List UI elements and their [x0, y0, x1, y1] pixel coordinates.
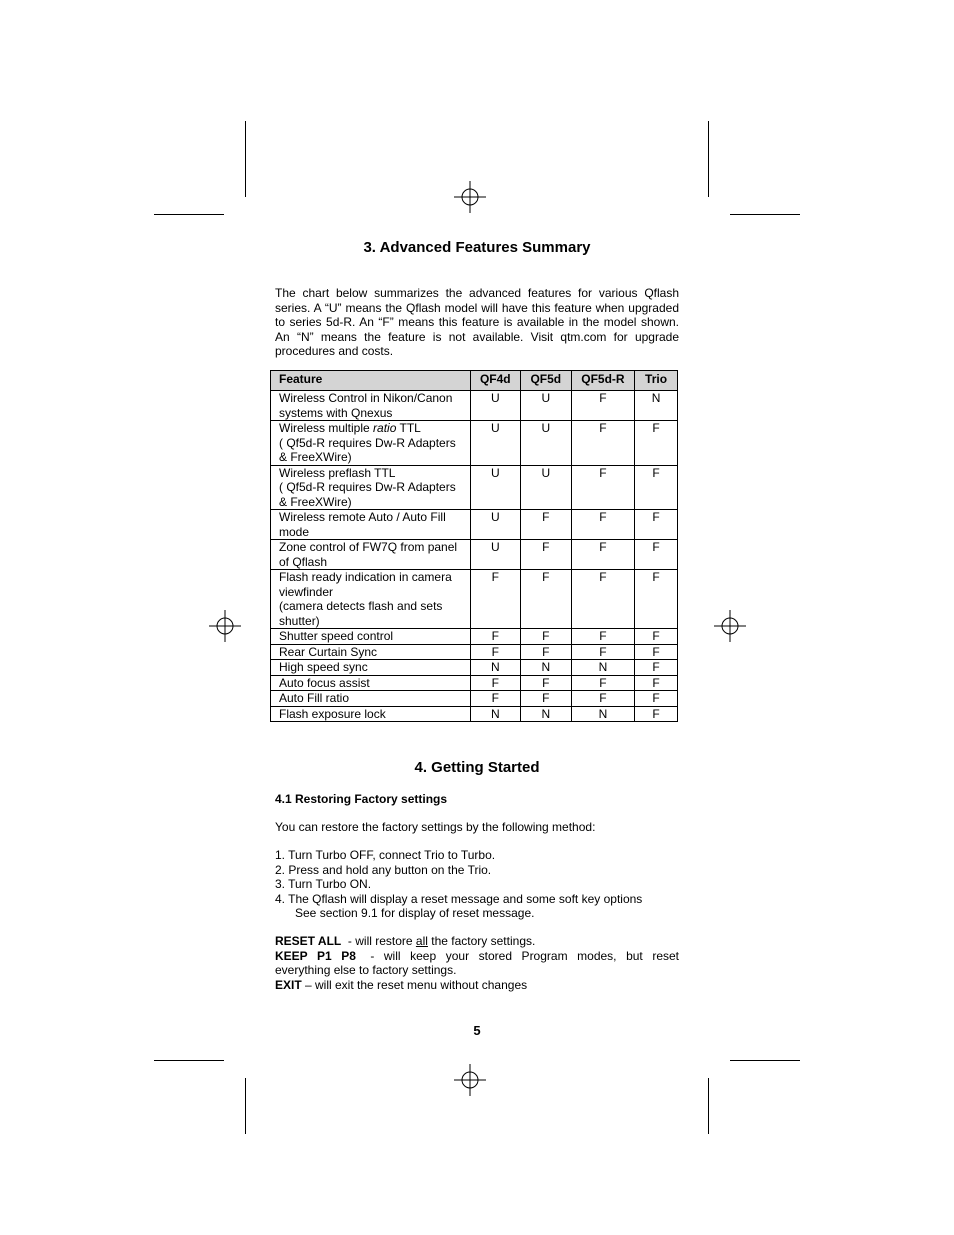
value-cell: N: [520, 706, 571, 722]
table-row: [271, 570, 678, 629]
crop-mark-bottom-right-h: [730, 1060, 800, 1061]
value-cell: F: [635, 706, 678, 722]
header-trio: Trio: [635, 371, 678, 391]
value-cell: F: [635, 675, 678, 691]
feature-cell: Shutter speed control: [271, 629, 471, 645]
value-cell: U: [470, 391, 520, 421]
crop-mark-top-right-v: [708, 121, 709, 197]
header-feature: Feature: [271, 371, 471, 391]
table-header-row: [271, 371, 678, 391]
value-cell: N: [470, 660, 520, 676]
list-item: 3. Turn Turbo ON.: [275, 877, 372, 891]
value-cell: F: [571, 629, 634, 645]
feature-cell: Auto focus assist: [271, 675, 471, 691]
list-item: See section 9.1 for display of reset message.: [275, 906, 535, 920]
value-cell: N: [571, 660, 634, 676]
restore-steps-list: [275, 848, 679, 921]
table-row: [271, 675, 678, 691]
restore-intro: You can restore the factory settings by the following method:: [275, 820, 596, 834]
value-cell: F: [470, 629, 520, 645]
value-cell: U: [520, 421, 571, 466]
table-row: [271, 540, 678, 570]
value-cell: F: [635, 629, 678, 645]
value-cell: F: [520, 510, 571, 540]
value-cell: F: [520, 629, 571, 645]
feature-cell: Rear Curtain Sync: [271, 644, 471, 660]
value-cell: F: [635, 691, 678, 707]
table-row: [271, 510, 678, 540]
reset-options: [275, 934, 683, 992]
exit-option: EXIT – will exit the reset menu without changes: [275, 977, 528, 992]
keep-option: KEEP P1 P8 - will keep your stored Program modes, but reset everything else to factory settings.: [275, 948, 683, 977]
crop-mark-top-right-h: [730, 214, 800, 215]
table-row: [271, 629, 678, 645]
value-cell: F: [571, 691, 634, 707]
table-row: [271, 465, 678, 510]
registration-mark-bottom-icon: [453, 1063, 487, 1097]
feature-cell: Zone control of FW7Q from panel of Qflash: [271, 540, 471, 570]
value-cell: F: [571, 644, 634, 660]
value-cell: U: [520, 465, 571, 510]
value-cell: F: [635, 570, 678, 629]
list-item: 1. Turn Turbo OFF, connect Trio to Turbo.: [275, 848, 496, 862]
value-cell: F: [520, 540, 571, 570]
value-cell: U: [520, 391, 571, 421]
value-cell: F: [571, 391, 634, 421]
registration-mark-right-icon: [713, 609, 747, 643]
feature-cell: Wireless remote Auto / Auto Fill mode: [271, 510, 471, 540]
value-cell: F: [571, 540, 634, 570]
table-row: [271, 706, 678, 722]
value-cell: U: [470, 540, 520, 570]
header-qf4d: QF4d: [470, 371, 520, 391]
feature-cell: Flash ready indication in camera viewfinder (camera detects flash and sets shutter): [271, 570, 471, 629]
table-row: [271, 391, 678, 421]
value-cell: F: [470, 570, 520, 629]
value-cell: F: [635, 644, 678, 660]
value-cell: F: [520, 691, 571, 707]
header-qf5d: QF5d: [520, 371, 571, 391]
subsection-4-1-title: 4.1 Restoring Factory settings: [275, 792, 448, 806]
value-cell: F: [635, 660, 678, 676]
value-cell: F: [470, 644, 520, 660]
value-cell: N: [635, 391, 678, 421]
table-row: [271, 421, 678, 466]
table-row: [271, 660, 678, 676]
value-cell: F: [520, 675, 571, 691]
value-cell: F: [571, 421, 634, 466]
reset-all-option: RESET ALL - will restore all the factory settings.: [275, 934, 536, 948]
registration-mark-top-icon: [453, 180, 487, 214]
page-number: 5: [473, 1023, 481, 1038]
feature-cell: High speed sync: [271, 660, 471, 676]
value-cell: F: [470, 675, 520, 691]
table-row: [271, 691, 678, 707]
features-table: [270, 370, 678, 722]
value-cell: U: [470, 510, 520, 540]
value-cell: F: [520, 644, 571, 660]
feature-cell: Flash exposure lock: [271, 706, 471, 722]
crop-mark-bottom-right-v: [708, 1078, 709, 1134]
value-cell: N: [520, 660, 571, 676]
value-cell: U: [470, 465, 520, 510]
table-row: [271, 644, 678, 660]
section-4-title: 4. Getting Started: [414, 759, 540, 776]
registration-mark-left-icon: [208, 609, 242, 643]
crop-mark-bottom-left-v: [245, 1078, 246, 1134]
list-item: 4. The Qflash will display a reset message and some soft key options: [275, 891, 643, 906]
header-qf5d-r: QF5d-R: [571, 371, 634, 391]
section-3-intro: The chart below summarizes the advanced features for various Qflash series. A “U” means the Qflash model will have this feature when upgraded to series 5d-R. An “F” means this feature is available in the model shown. An “N” means the feature is not available. Visit qtm.com for upgrade procedures and costs.: [275, 286, 679, 358]
value-cell: N: [571, 706, 634, 722]
value-cell: F: [571, 570, 634, 629]
value-cell: F: [571, 465, 634, 510]
feature-cell: Auto Fill ratio: [271, 691, 471, 707]
crop-mark-top-left-h: [154, 214, 224, 215]
value-cell: F: [635, 540, 678, 570]
crop-mark-bottom-left-h: [154, 1060, 224, 1061]
value-cell: F: [635, 465, 678, 510]
value-cell: N: [470, 706, 520, 722]
value-cell: F: [571, 675, 634, 691]
feature-cell: Wireless preflash TTL ( Qf5d-R requires Dw-R Adapters & FreeXWire): [271, 465, 471, 510]
crop-mark-top-left-v: [245, 121, 246, 197]
value-cell: F: [635, 510, 678, 540]
section-3-title: 3. Advanced Features Summary: [363, 239, 591, 256]
feature-cell: Wireless multiple ratio TTL ( Qf5d-R requires Dw-R Adapters & FreeXWire): [271, 421, 471, 466]
value-cell: F: [571, 510, 634, 540]
value-cell: F: [470, 691, 520, 707]
value-cell: F: [635, 421, 678, 466]
value-cell: U: [470, 421, 520, 466]
list-item: 2. Press and hold any button on the Trio.: [275, 862, 492, 877]
value-cell: F: [520, 570, 571, 629]
feature-cell: Wireless Control in Nikon/Canon systems with Qnexus: [271, 391, 471, 421]
